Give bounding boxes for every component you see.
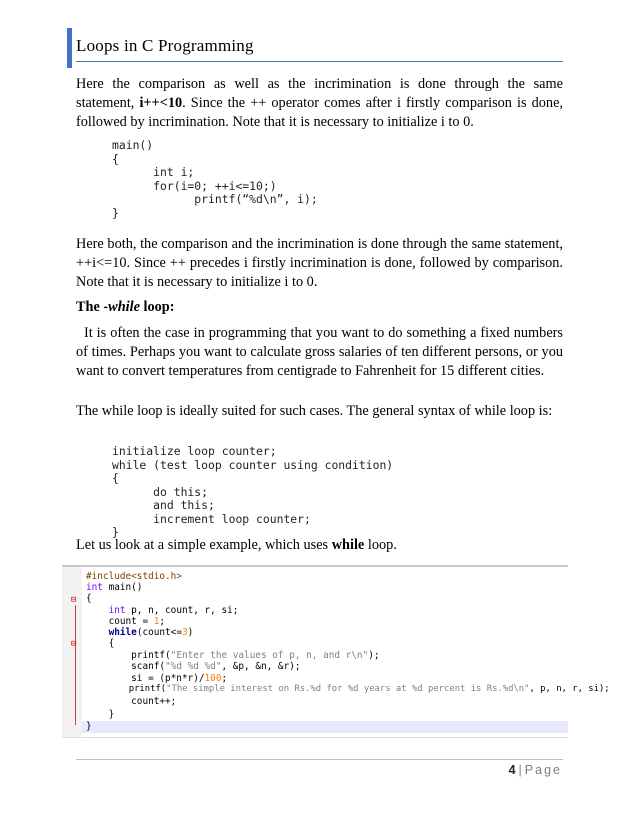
control-keyword: while: [108, 627, 137, 638]
section-heading-italic: while: [108, 299, 140, 315]
code-text: }: [108, 709, 115, 720]
code-text: count =: [108, 616, 154, 627]
number-literal: 1: [153, 616, 160, 627]
code-line: [86, 605, 238, 616]
code-text: , p, n, r, si);: [529, 684, 610, 694]
code-line: [86, 627, 193, 638]
section-heading-suffix: loop:: [139, 299, 175, 315]
code-text: scanf(: [131, 661, 166, 672]
para1-bold-expression: i++<10: [139, 95, 183, 111]
page-label: Page: [524, 763, 562, 777]
code-line: [86, 661, 301, 672]
current-line-highlight: [82, 721, 568, 733]
para1-text-b: . Since the ++ operator comes after i firstly comparison is done, followed by incrimination. Note that it is necessary to initialize i to 0.: [76, 95, 563, 130]
code-line: [86, 650, 380, 661]
fold-guide-line: [75, 649, 76, 717]
code-text: (count<=: [136, 627, 182, 638]
code-line: [86, 684, 610, 695]
code-line: [86, 593, 92, 604]
code-line: [86, 696, 176, 707]
code-line: [86, 638, 114, 649]
code-text: main(): [102, 582, 143, 593]
code-line: [86, 582, 142, 593]
string-literal: "The simple interest on Rs.%d for %d years at %d percent is Rs.%d\n": [166, 684, 530, 694]
code-text: count++;: [131, 696, 177, 707]
paragraph-while-syntax: The while loop is ideally suited for such cases. The general syntax of while loop is:: [76, 403, 553, 419]
section-heading-prefix: The -: [76, 299, 109, 315]
code-block-for-loop: main() { int i; for(i=0; ++i<=10;) printf(“%d\n”, i); }: [112, 138, 318, 220]
number-literal: 3: [181, 627, 188, 638]
code-line: [86, 673, 227, 684]
code-text: si = (p*n*r)/: [131, 673, 205, 684]
code-text: {: [86, 593, 92, 604]
para5-text-a: Let us look at a simple example, which uses: [76, 537, 332, 553]
code-text: p, n, count, r, si;: [125, 605, 239, 616]
page-footer: [509, 763, 562, 777]
para5-bold-while: while: [331, 537, 365, 553]
footer-separator: |: [518, 763, 522, 777]
code-line: [86, 709, 114, 720]
section-heading-while-loop: [76, 299, 175, 316]
fold-marker-icon: ⊟: [71, 639, 77, 649]
preprocessor-text: #include<stdio.h>: [86, 571, 182, 582]
number-literal: 100: [204, 673, 222, 684]
code-text: , &p, &n, &r);: [221, 661, 301, 672]
page-number: 4: [508, 763, 516, 777]
code-line: [86, 616, 165, 627]
type-keyword: int: [86, 582, 103, 593]
code-block-while-syntax: initialize loop counter; while (test loop counter using condition) { do this; and this; increment loop counter; }: [112, 444, 394, 539]
string-literal: "Enter the values of p, n, and r\n": [170, 650, 369, 661]
paragraph-postfix-increment: [76, 75, 563, 132]
code-editor-screenshot: [62, 565, 610, 737]
code-text: }: [86, 721, 92, 732]
paragraph-example-intro: [76, 536, 563, 555]
paragraph-while-intro: It is often the case in programming that you want to do something a fixed numbers of times. Perhaps you want to calculate gross salaries of ten different persons, or you want to convert temperatures from centigrade to Fahrenheit for 15 different cities.: [76, 325, 567, 379]
paragraph-prefix-increment: Here both, the comparison and the incrimination is done through the same statement, ++i<=10. Since ++ precedes i firstly incrimination is done, followed by comparison. Note that it is necessary to initialize i to 0.: [76, 236, 563, 290]
string-literal: "%d %d %d": [165, 661, 222, 672]
code-text: ;: [221, 673, 228, 684]
code-text: printf(: [128, 684, 167, 694]
code-text: ;: [159, 616, 166, 627]
code-text: {: [108, 638, 115, 649]
header-accent-bar: [67, 28, 72, 68]
fold-marker-icon: ⊟: [71, 595, 77, 605]
code-line: [86, 571, 182, 582]
para1-text-a: Here the comparison as well as the incrimination is done through the same statement,: [76, 76, 563, 111]
page-header-title: Loops in C Programming: [76, 36, 254, 55]
para5-text-b: loop.: [364, 537, 397, 553]
type-keyword: int: [108, 605, 126, 616]
editor-gutter: [62, 567, 82, 737]
header-rule: [76, 61, 563, 62]
code-text: );: [368, 650, 380, 661]
code-line: [86, 721, 92, 732]
code-text: ): [187, 627, 194, 638]
code-text: printf(: [131, 650, 171, 661]
footer-rule: [76, 759, 563, 760]
